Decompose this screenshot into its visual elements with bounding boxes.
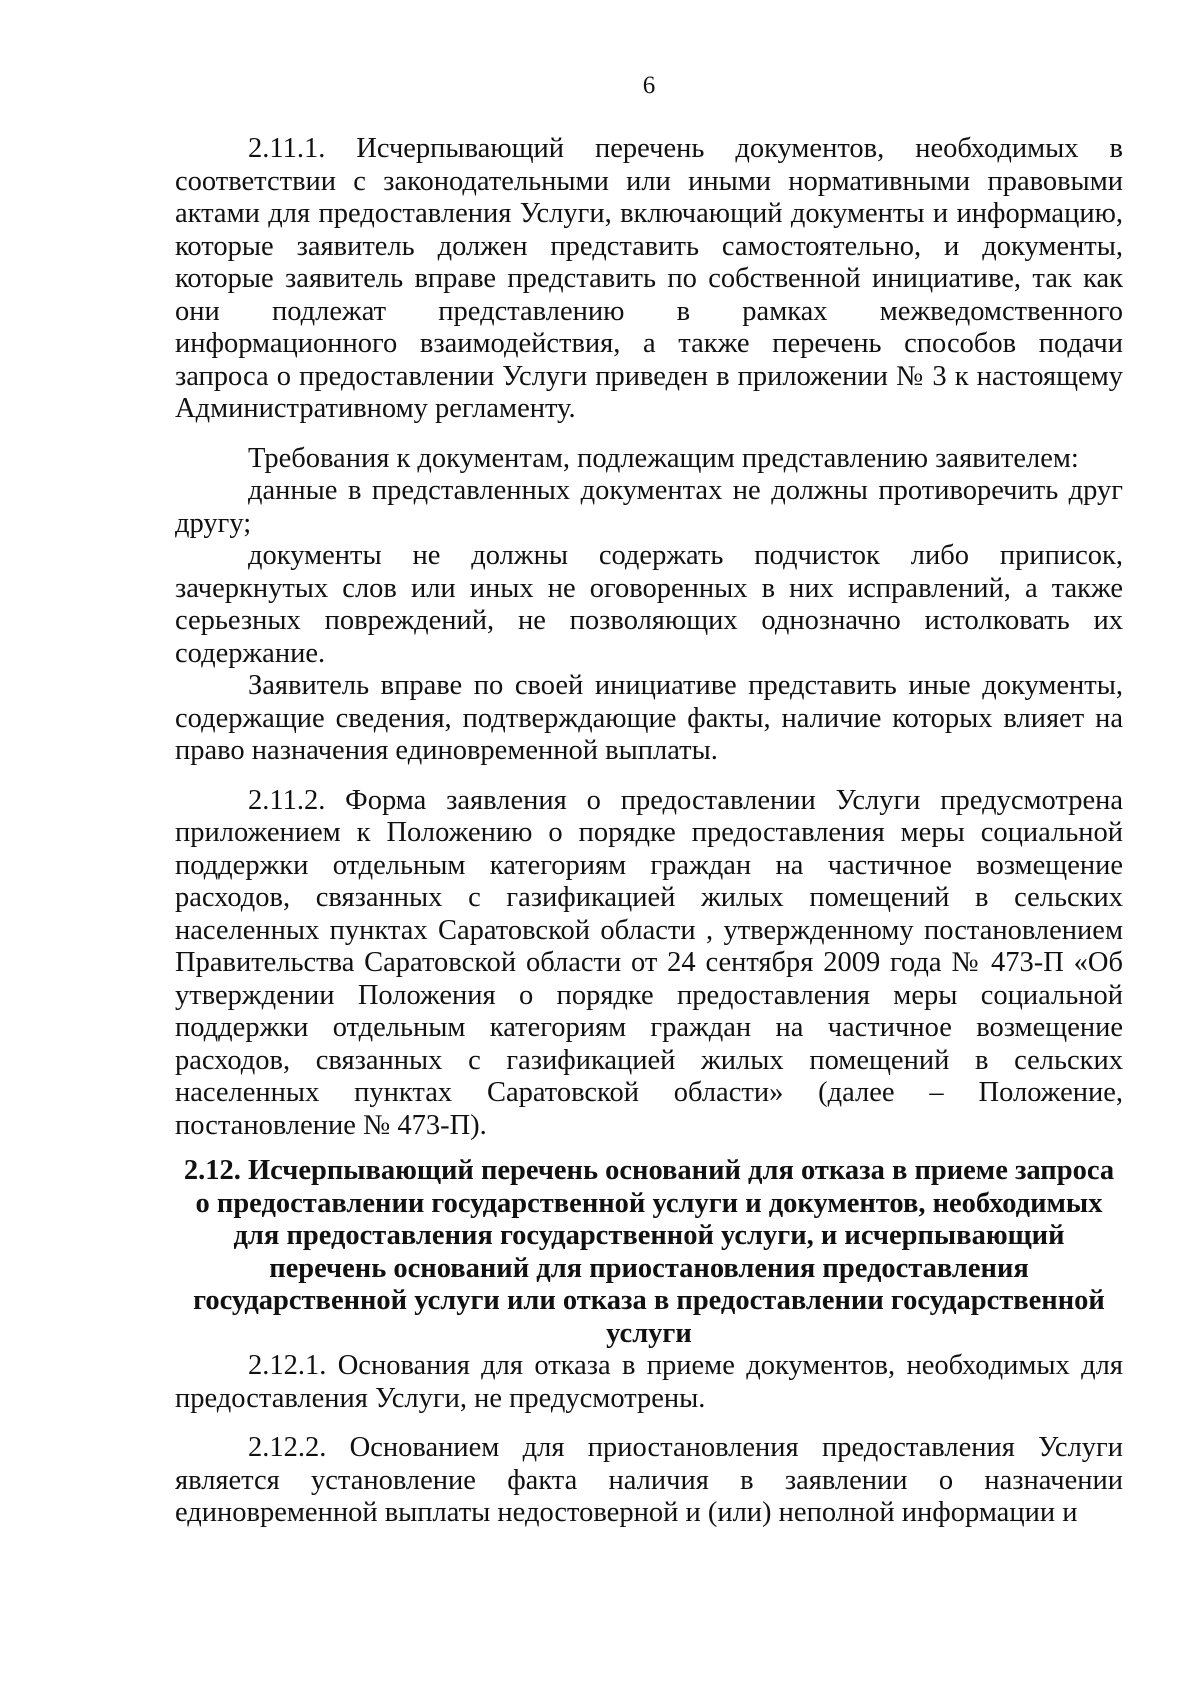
paragraph-2-12-2: 2.12.2. Основанием для приостановления предоставления Услуги является установление факта наличия в заявлении о назначении единовременной выплаты недостоверной и (или) неполной информации и [175,1432,1123,1528]
document-body [175,133,1123,1530]
paragraph-additional-documents: Заявитель вправе по своей инициативе представить иные документы, содержащие сведения, подтверждающие факты, наличие которых влияет на право назначения единовременной выплаты. [175,670,1123,766]
page-number: 6 [642,72,656,99]
paragraph-2-12-1: 2.12.1. Основания для отказа в приеме документов, необходимых для предоставления Услуги, не предусмотрены. [175,1350,1123,1414]
paragraph-2-11-2: 2.11.2. Форма заявления о предоставлении Услуги предусмотрена приложением к Положению о порядке предоставления меры социальной поддержки отдельным категориям граждан на частичное возмещение расходов, связанных с газификацией жилых помещений в сельских населенных пунктах Саратовской области , утвержденному постановлением Правительства Саратовской области от 24 сентября 2009 года № 473-П «Об утверждении Положения о порядке предоставления меры социальной поддержки отдельным категориям граждан на частичное возмещение расходов, связанных с газификацией жилых помещений в сельских населенных пунктах Саратовской области» (далее – Положение, постановление № 473-П). [175,784,1123,1141]
paragraph-no-corrections: документы не должны содержать подчисток либо приписок, зачеркнутых слов или иных не оговоренных в них исправлений, а также серьезных повреждений, не позволяющих однозначно истолковать их содержание. [175,540,1123,669]
paragraph-2-11-1: 2.11.1. Исчерпывающий перечень документов, необходимых в соответствии с законодательными или иными нормативными правовыми актами для предоставления Услуги, включающий документы и информацию, которые заявитель должен представить самостоятельно, и документы, которые заявитель вправе представить по собственной инициативе, так как они подлежат представлению в рамках межведомственного информационного взаимодействия, а также перечень способов подачи запроса о предоставлении Услуги приведен в приложении № 3 к настоящему Административному регламенту. [175,133,1123,424]
section-heading-2-12: 2.12. Исчерпывающий перечень оснований для отказа в приеме запроса о предоставлении государственной услуги и документов, необходимых для предоставления государственной услуги, и исчерпывающий перечень оснований для приостановления предоставления государственной услуги или отказа в предоставлении государственной услуги [183,1155,1115,1349]
paragraph-document-requirements: Требования к документам, подлежащим представлению заявителем: [248,442,1079,474]
paragraph-no-contradictions: данные в представленных документах не должны противоречить друг другу; [175,475,1123,539]
